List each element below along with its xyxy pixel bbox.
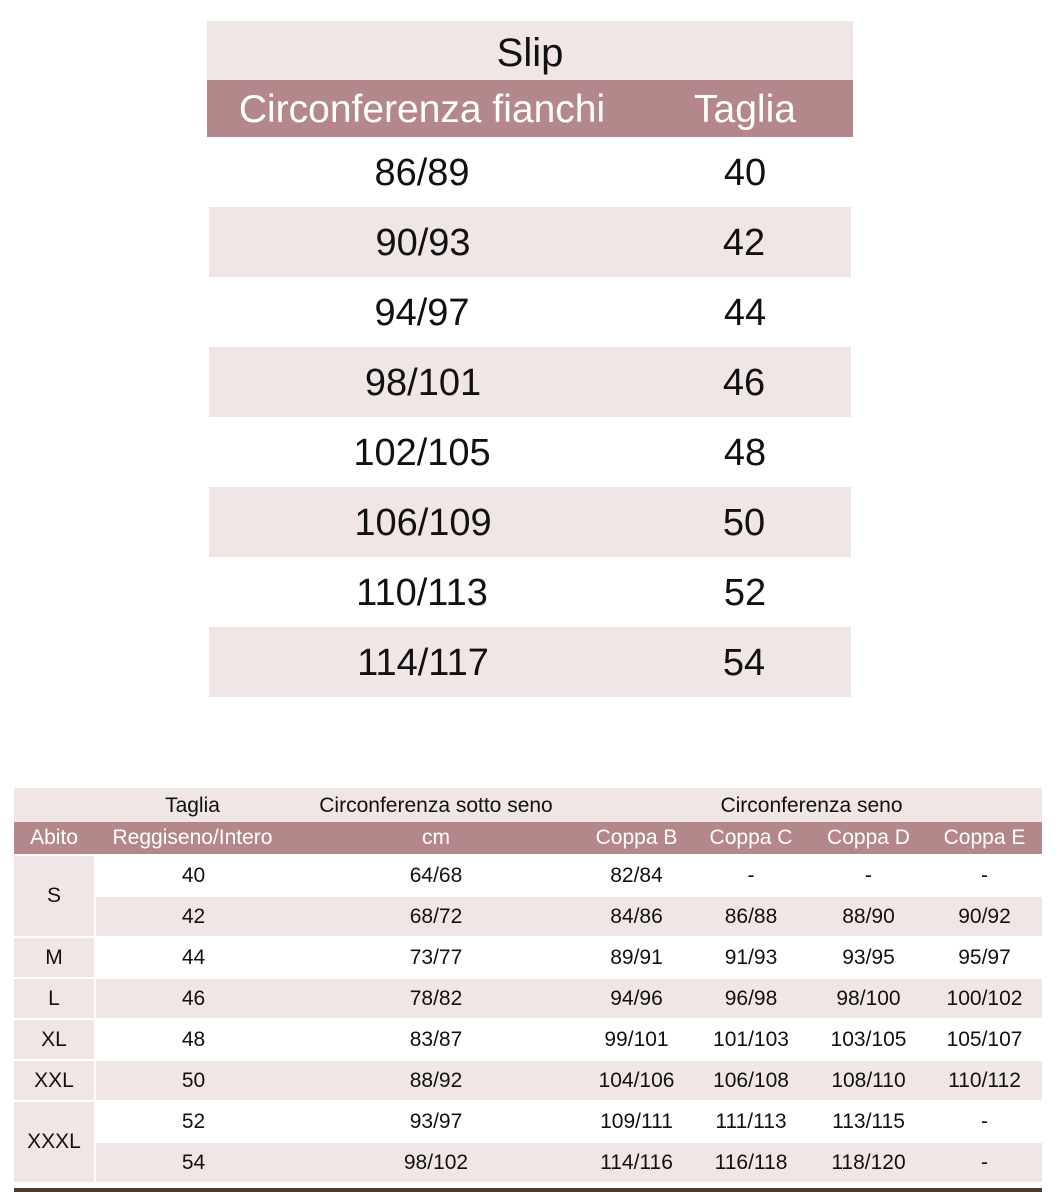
slip-size-table <box>207 21 853 697</box>
slip-cell-taglia: 50 <box>722 502 766 544</box>
slip-cell-taglia: 40 <box>723 152 767 194</box>
bottom-divider <box>14 1188 1042 1192</box>
cell-coppa-b: 104/106 <box>598 1069 675 1092</box>
cell-coppa-c: - <box>747 864 755 887</box>
slip-row <box>207 277 853 347</box>
slip-cell-fianchi: 98/101 <box>364 362 482 404</box>
slip-cell-fianchi: 94/97 <box>374 292 470 334</box>
cell-coppa-b: 84/86 <box>610 905 663 928</box>
header-circonferenza-seno: Circonferenza seno <box>720 794 903 817</box>
cell-sotto-seno: 98/102 <box>403 1151 469 1174</box>
cell-coppa-e: 110/112 <box>948 1069 1021 1092</box>
cell-coppa-e: - <box>981 864 988 887</box>
header-circonferenza-sotto-seno: Circonferenza sotto seno <box>319 794 553 817</box>
size-table-header-top <box>14 788 1042 822</box>
cell-coppa-d: 88/90 <box>842 905 895 928</box>
cell-coppa-d: 98/100 <box>836 987 901 1010</box>
slip-row <box>209 627 851 697</box>
abito-cell-l: L <box>14 979 94 1018</box>
table-row <box>96 1061 1042 1100</box>
bra-dress-size-table <box>14 788 1042 1190</box>
cell-sotto-seno: 93/97 <box>409 1110 463 1133</box>
slip-cell-fianchi: 106/109 <box>354 502 492 544</box>
cell-coppa-b: 99/101 <box>604 1028 669 1051</box>
slip-row <box>207 417 853 487</box>
header-coppa-b: Coppa B <box>595 826 678 849</box>
header-taglia: Taglia <box>165 794 220 817</box>
cell-coppa-e: - <box>981 1151 988 1174</box>
table-row <box>96 1020 1042 1059</box>
slip-cell-fianchi: 90/93 <box>375 222 471 264</box>
cell-coppa-c: 91/93 <box>724 946 778 969</box>
slip-cell-taglia: 42 <box>722 222 766 264</box>
abito-cell-s: S <box>14 856 94 936</box>
cell-taglia: 54 <box>181 1151 206 1174</box>
slip-row <box>207 137 853 207</box>
header-circonferenza-fianchi: Circonferenza fianchi <box>238 88 606 131</box>
table-row <box>96 938 1042 977</box>
cell-coppa-c: 111/113 <box>715 1110 787 1133</box>
cell-sotto-seno: 83/87 <box>409 1028 463 1051</box>
cell-sotto-seno: 78/82 <box>409 987 463 1010</box>
slip-cell-taglia: 46 <box>722 362 766 404</box>
cell-coppa-e: - <box>981 1110 988 1133</box>
header-abito: Abito <box>30 826 78 849</box>
cell-coppa-e: 95/97 <box>958 946 1011 969</box>
cell-coppa-d: 113/115 <box>832 1110 905 1133</box>
slip-table-title: Slip <box>207 21 853 80</box>
slip-cell-taglia: 52 <box>723 572 767 614</box>
cell-coppa-c: 101/103 <box>713 1028 789 1051</box>
cell-coppa-e: 100/102 <box>946 987 1023 1010</box>
cell-sotto-seno: 64/68 <box>409 864 463 887</box>
cell-coppa-b: 109/111 <box>600 1110 673 1133</box>
table-row <box>96 1143 1042 1182</box>
table-row <box>96 897 1042 936</box>
cell-taglia: 48 <box>181 1028 206 1051</box>
table-row <box>96 856 1042 895</box>
cell-coppa-c: 116/118 <box>714 1151 788 1174</box>
cell-coppa-e: 105/107 <box>946 1028 1023 1051</box>
slip-cell-taglia: 48 <box>723 432 767 474</box>
table-row <box>96 979 1042 1018</box>
cell-coppa-d: 93/95 <box>842 946 895 969</box>
cell-sotto-seno: 88/92 <box>409 1069 463 1092</box>
slip-cell-taglia: 44 <box>723 292 767 334</box>
header-coppa-e: Coppa E <box>943 826 1026 849</box>
header-cm: cm <box>422 826 450 849</box>
cell-taglia: 40 <box>181 864 206 887</box>
cell-coppa-c: 96/98 <box>724 987 778 1010</box>
slip-row <box>209 207 851 277</box>
cell-coppa-c: 106/108 <box>713 1069 789 1092</box>
cell-coppa-d: - <box>865 864 872 887</box>
size-table-header-sub <box>14 822 1042 854</box>
cell-taglia: 50 <box>181 1069 206 1092</box>
slip-table-header <box>207 80 853 137</box>
cell-taglia: 46 <box>181 987 206 1010</box>
header-coppa-c: Coppa C <box>709 826 793 849</box>
abito-cell-xxxl: XXXL <box>14 1102 94 1182</box>
cell-coppa-b: 94/96 <box>610 987 663 1010</box>
slip-row <box>209 487 851 557</box>
header-coppa-d: Coppa D <box>827 826 910 849</box>
cell-coppa-b: 82/84 <box>610 864 663 887</box>
abito-cell-m: M <box>14 938 94 977</box>
cell-coppa-d: 108/110 <box>831 1069 906 1092</box>
cell-taglia: 52 <box>181 1110 206 1133</box>
slip-cell-fianchi: 102/105 <box>353 432 491 474</box>
cell-taglia: 44 <box>181 946 206 969</box>
slip-row <box>209 347 851 417</box>
slip-cell-taglia: 54 <box>722 642 766 684</box>
abito-cell-xxl: XXL <box>14 1061 94 1100</box>
slip-cell-fianchi: 114/117 <box>357 642 489 684</box>
abito-cell-xl: XL <box>14 1020 94 1059</box>
header-taglia: Taglia <box>694 88 796 131</box>
cell-coppa-e: 90/92 <box>958 905 1011 928</box>
cell-coppa-b: 114/116 <box>600 1151 673 1174</box>
cell-sotto-seno: 73/77 <box>409 946 463 969</box>
cell-taglia: 42 <box>181 905 206 928</box>
cell-sotto-seno: 68/72 <box>409 905 463 928</box>
slip-cell-fianchi: 110/113 <box>356 572 488 614</box>
cell-coppa-d: 103/105 <box>830 1028 907 1051</box>
slip-row <box>207 557 853 627</box>
header-reggiseno-intero: Reggiseno/Intero <box>112 826 273 849</box>
slip-cell-fianchi: 86/89 <box>374 152 470 194</box>
cell-coppa-c: 86/88 <box>724 905 778 928</box>
table-row <box>96 1102 1042 1141</box>
cell-coppa-d: 118/120 <box>831 1151 906 1174</box>
cell-coppa-b: 89/91 <box>610 946 663 969</box>
